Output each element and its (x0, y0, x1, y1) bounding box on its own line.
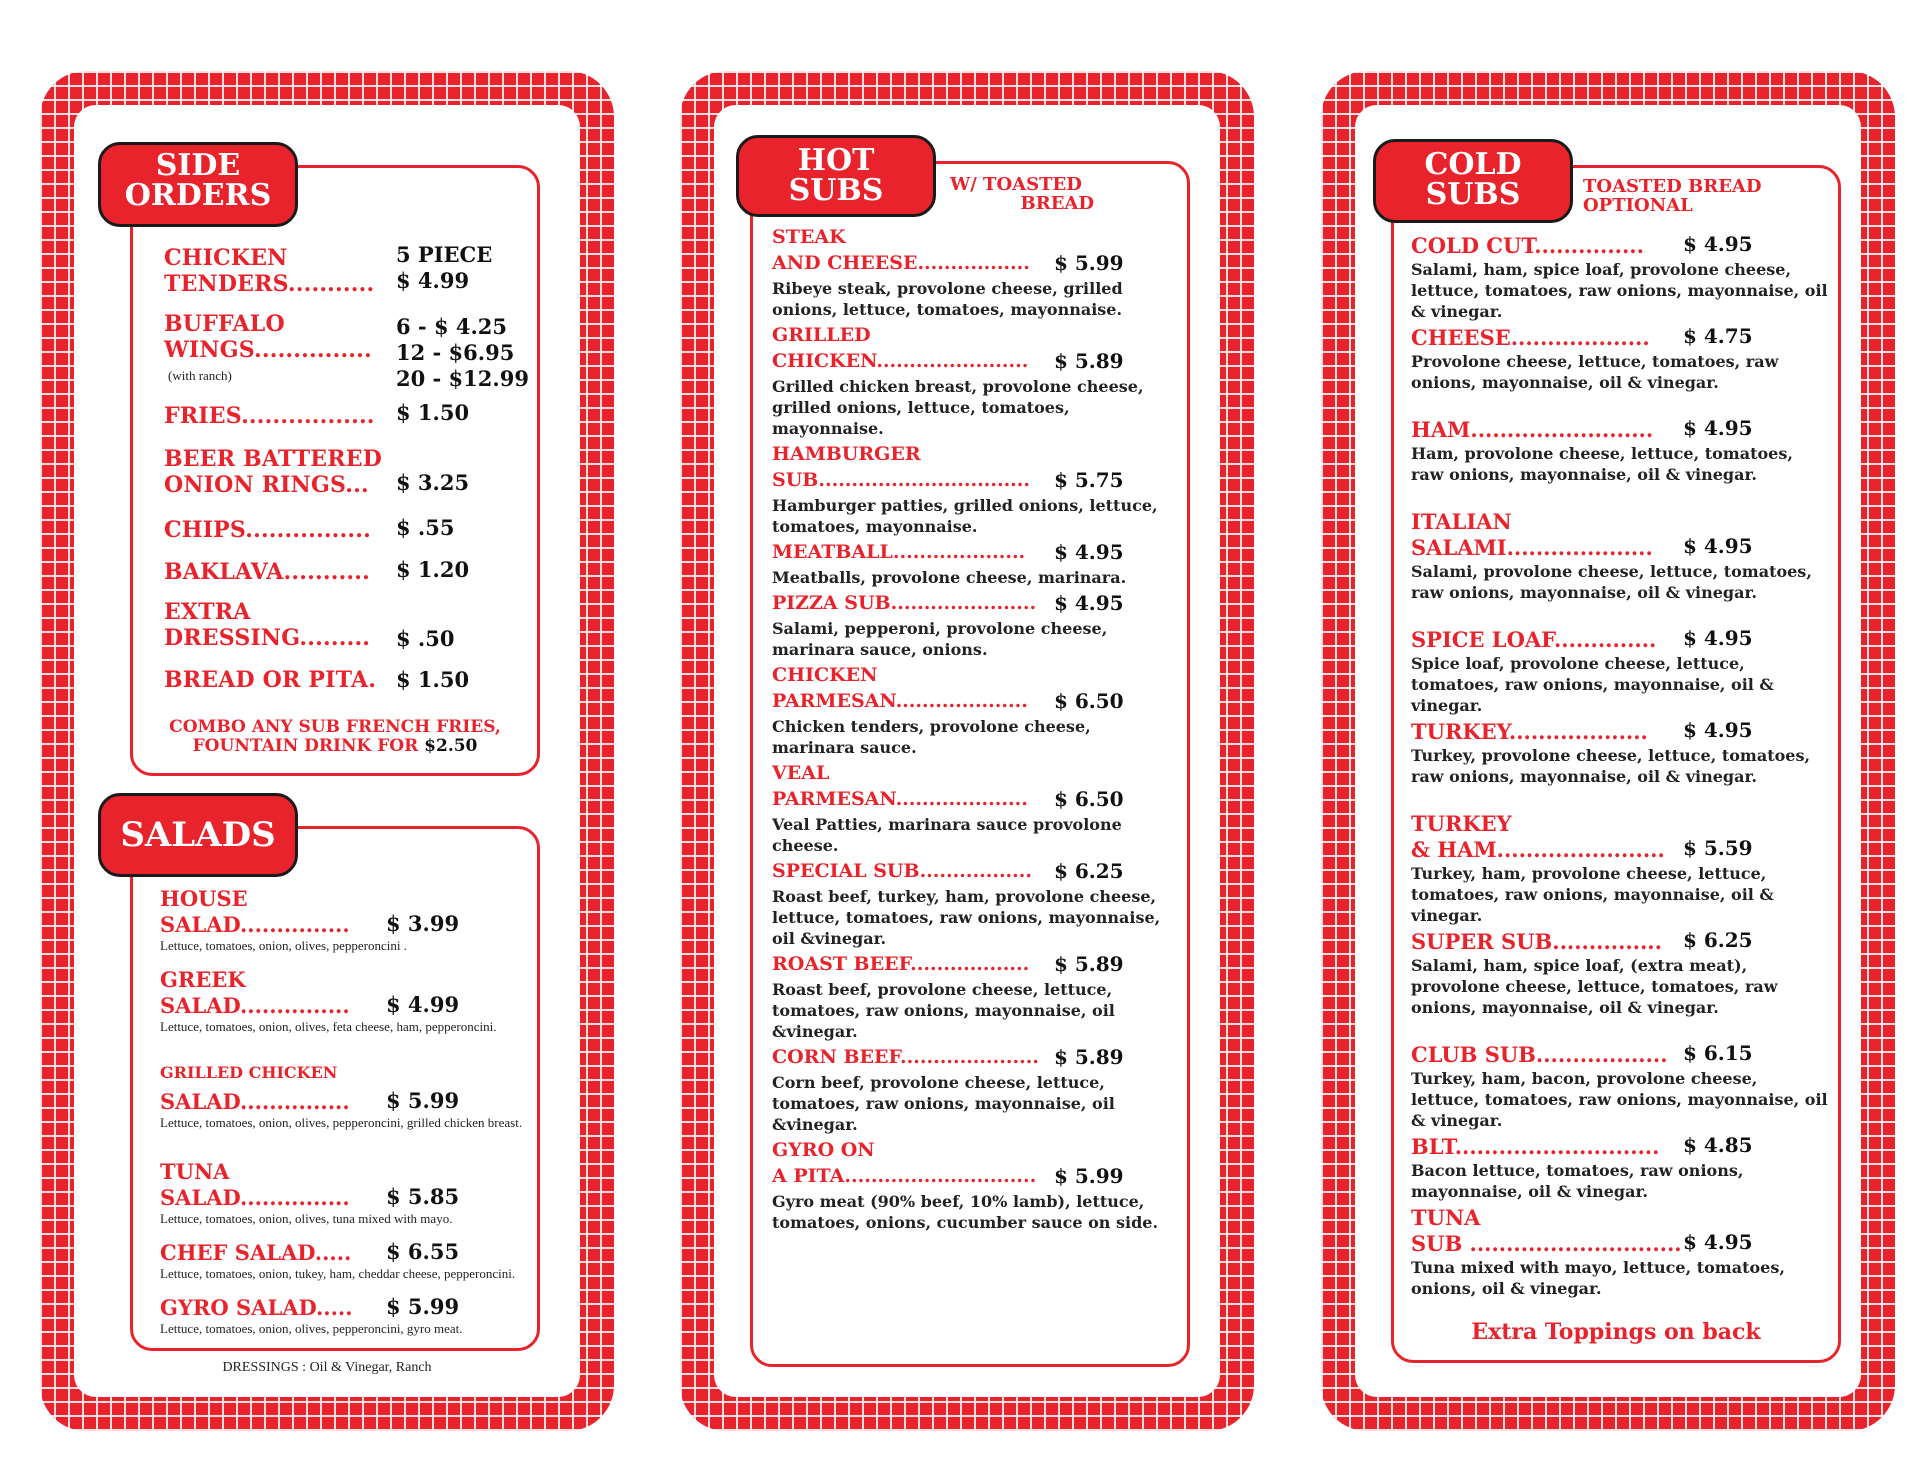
cold-sub-item-price: $ 4.95 (1683, 534, 1753, 558)
cold-sub-item-description: Provolone cheese, lettuce, tomatoes, raw onions, mayonnaise, oil & vinegar. (1411, 352, 1779, 392)
side-item-name: EXTRA (164, 599, 251, 625)
side-item-name: DRESSING......... (164, 625, 371, 651)
salad-item-name: SALAD............... (160, 1089, 350, 1114)
cold-sub-item-price: $ 4.95 (1683, 232, 1753, 256)
cold-sub-item-name: TURKEY (1411, 811, 1512, 836)
salad-item-name: GYRO SALAD..... (160, 1295, 353, 1320)
hot-sub-item-description: Roast beef, provolone cheese, lettuce, tomatoes, raw onions, mayonnaise, oil &vinegar. (772, 980, 1115, 1041)
hot-sub-item-name: SUB................................ (772, 469, 1031, 491)
cold-sub-item-description: Turkey, provolone cheese, lettuce, tomatoes, raw onions, mayonnaise, oil & vinegar. (1411, 746, 1811, 786)
salad-item-price: $ 5.99 (386, 1294, 460, 1319)
salad-item-price: $ 5.99 (386, 1088, 460, 1113)
side-item-price: $ .50 (396, 626, 455, 651)
salad-item-price: $ 5.85 (386, 1184, 460, 1209)
cold-sub-item-description: Spice loaf, provolone cheese, lettuce, tomatoes, raw onions, mayonnaise, oil & vinegar. (1411, 654, 1774, 715)
side-item-price: 5 PIECE (396, 242, 493, 267)
hot-sub-item-price: $ 6.25 (1054, 859, 1124, 883)
hot-sub-item-price: $ 6.50 (1054, 689, 1124, 713)
side-item-price: 12 - $6.95 (396, 340, 515, 365)
cold-subs-title: COLD SUBS (1373, 139, 1573, 223)
salad-item-description: Lettuce, tomatoes, onion, olives, pepperoncini, gyro meat. (160, 1321, 463, 1336)
hot-sub-item-description: Hamburger patties, grilled onions, lettuce, tomatoes, mayonnaise. (772, 496, 1158, 536)
side-item-name: TENDERS........... (164, 271, 375, 297)
hot-sub-item-price: $ 5.99 (1054, 251, 1124, 275)
extra-toppings-note: Extra Toppings on back (1471, 1319, 1761, 1345)
salad-item-description: Lettuce, tomatoes, onion, olives, pepperoncini . (160, 938, 407, 953)
cold-sub-item-name: COLD CUT............... (1411, 233, 1644, 258)
side-item-name: CHICKEN (164, 245, 288, 271)
dressings-note: DRESSINGS : Oil & Vinegar, Ranch (222, 1360, 432, 1375)
hot-sub-item-name: VEAL (772, 762, 830, 784)
hot-sub-item-price: $ 4.95 (1054, 591, 1124, 615)
side-item-price: $ .55 (396, 515, 455, 540)
menu-panel-right (1321, 71, 1895, 1431)
hot-sub-item-name: MEATBALL.................... (772, 541, 1026, 563)
salad-item-description: Lettuce, tomatoes, onion, olives, tuna mixed with mayo. (160, 1211, 453, 1226)
hot-sub-item-name: PARMESAN.................... (772, 690, 1028, 712)
salad-item-name: HOUSE (160, 886, 248, 911)
hot-sub-item-description: Gyro meat (90% beef, 10% lamb), lettuce, tomatoes, onions, cucumber sauce on side. (772, 1192, 1159, 1232)
salad-item-name: SALAD............... (160, 912, 350, 937)
salad-item-price: $ 6.55 (386, 1239, 460, 1264)
side-orders-title: SIDE ORDERS (98, 142, 298, 227)
cold-sub-item-description: Salami, ham, spice loaf, provolone cheese, lettuce, tomatoes, raw onions, mayonnaise, oil & vinegar. (1411, 260, 1828, 321)
cold-sub-item-name: CHEESE................... (1411, 325, 1650, 350)
hot-sub-item-description: Salami, pepperoni, provolone cheese, marinara sauce, onions. (772, 619, 1108, 659)
cold-sub-item-price: $ 5.59 (1683, 836, 1753, 860)
cold-sub-item-description: Salami, ham, spice loaf, (extra meat), provolone cheese, lettuce, tomatoes, raw onions, mayonnaise, oil & vinegar. (1411, 956, 1778, 1017)
cold-sub-item-name: HAM......................... (1411, 417, 1654, 442)
combo-note: COMBO ANY SUB FRENCH FRIES, FOUNTAIN DRINK FOR $2.50 (169, 717, 501, 756)
side-item-name: BAKLAVA........... (164, 559, 371, 585)
hot-sub-item-name: PARMESAN.................... (772, 788, 1028, 810)
cold-sub-item-price: $ 4.95 (1683, 626, 1753, 650)
cold-sub-item-name: TUNA (1411, 1205, 1481, 1230)
hot-sub-item-price: $ 5.75 (1054, 468, 1124, 492)
hot-sub-item-description: Grilled chicken breast, provolone cheese, grilled onions, lettuce, tomatoes, mayonnaise. (772, 377, 1144, 438)
cold-sub-item-name: ITALIAN (1411, 509, 1512, 534)
cold-sub-item-name: SUB ............................. (1411, 1231, 1682, 1256)
hot-sub-item-description: Roast beef, turkey, ham, provolone cheese, lettuce, tomatoes, raw onions, mayonnaise, oil &vinegar. (772, 887, 1161, 948)
salads-title: SALADS (98, 793, 298, 877)
side-item-name: BEER BATTERED (164, 446, 382, 472)
hot-sub-item-description: Veal Patties, marinara sauce provolone cheese. (772, 815, 1122, 855)
cold-subs-subtitle: TOASTED BREAD OPTIONAL (1583, 176, 1762, 216)
hot-sub-item-description: Ribeye steak, provolone cheese, grilled onions, lettuce, tomatoes, mayonnaise. (772, 279, 1123, 319)
cold-sub-item-name: & HAM....................... (1411, 837, 1665, 862)
cold-sub-item-name: BLT............................ (1411, 1134, 1660, 1159)
side-item-price: 6 - $ 4.25 (396, 314, 508, 339)
side-item-name: WINGS............... (164, 337, 372, 363)
salad-item-name: GRILLED CHICKEN (160, 1063, 338, 1082)
cold-sub-item-name: SALAMI.................... (1411, 535, 1653, 560)
hot-sub-item-price: $ 5.89 (1054, 1045, 1124, 1069)
hot-sub-item-name: PIZZA SUB...................... (772, 592, 1037, 614)
salad-item-name: SALAD............... (160, 993, 350, 1018)
hot-sub-item-name: CHICKEN (772, 664, 878, 686)
cold-sub-item-price: $ 4.95 (1683, 416, 1753, 440)
hot-sub-item-price: $ 4.95 (1054, 540, 1124, 564)
hot-sub-item-name: HAMBURGER (772, 443, 921, 465)
cold-sub-item-price: $ 6.25 (1683, 928, 1753, 952)
hot-sub-item-price: $ 6.50 (1054, 787, 1124, 811)
side-item-name: CHIPS................ (164, 517, 371, 543)
menu-panel-left (40, 71, 614, 1431)
cold-sub-item-description: Tuna mixed with mayo, lettuce, tomatoes, onions, oil & vinegar. (1411, 1258, 1785, 1298)
salad-item-price: $ 3.99 (386, 911, 460, 936)
salad-item-description: Lettuce, tomatoes, onion, olives, feta cheese, ham, pepperoncini. (160, 1019, 497, 1034)
hot-sub-item-name: CHICKEN....................... (772, 350, 1029, 372)
cold-sub-item-description: Salami, provolone cheese, lettuce, tomatoes, raw onions, mayonnaise, oil & vinegar. (1411, 562, 1812, 602)
cold-sub-item-name: SPICE LOAF.............. (1411, 627, 1657, 652)
side-item-name: FRIES................. (164, 403, 375, 429)
cold-sub-item-price: $ 4.95 (1683, 1230, 1753, 1254)
salad-item-description: Lettuce, tomatoes, onion, tukey, ham, cheddar cheese, pepperoncini. (160, 1266, 516, 1281)
side-item-name: BUFFALO (164, 311, 285, 337)
hot-sub-item-name: ROAST BEEF.................. (772, 953, 1030, 975)
combo-price: $2.50 (424, 736, 478, 756)
hot-sub-item-description: Chicken tenders, provolone cheese, marinara sauce. (772, 717, 1091, 757)
hot-subs-title: HOT SUBS (736, 135, 936, 217)
hot-sub-item-price: $ 5.99 (1054, 1164, 1124, 1188)
menu-panel-middle (680, 71, 1254, 1431)
cold-sub-item-price: $ 4.95 (1683, 718, 1753, 742)
cold-sub-item-description: Turkey, ham, bacon, provolone cheese, lettuce, tomatoes, raw onions, mayonnaise, oil & vinegar. (1411, 1069, 1828, 1130)
hot-sub-item-description: Meatballs, provolone cheese, marinara. (772, 568, 1127, 587)
cold-sub-item-description: Turkey, ham, provolone cheese, lettuce, tomatoes, raw onions, mayonnaise, oil & vinegar. (1411, 864, 1774, 925)
hot-sub-item-price: $ 5.89 (1054, 349, 1124, 373)
side-item-price: $ 1.50 (396, 400, 470, 425)
cold-sub-item-name: CLUB SUB.................. (1411, 1042, 1668, 1067)
salad-item-price: $ 4.99 (386, 992, 460, 1017)
hot-sub-item-name: GYRO ON (772, 1139, 875, 1161)
hot-sub-item-name: A PITA............................. (772, 1165, 1037, 1187)
salad-item-description: Lettuce, tomatoes, onion, olives, pepperoncini, grilled chicken breast. (160, 1115, 523, 1130)
side-item-price: $ 4.99 (396, 268, 470, 293)
salad-item-name: GREEK (160, 967, 246, 992)
hot-sub-item-name: STEAK (772, 226, 846, 248)
cold-sub-item-name: TURKEY................... (1411, 719, 1648, 744)
hot-sub-item-name: AND CHEESE................. (772, 252, 1030, 274)
hot-sub-item-name: GRILLED (772, 324, 871, 346)
hot-sub-item-name: CORN BEEF..................... (772, 1046, 1039, 1068)
side-item-price: $ 1.20 (396, 557, 470, 582)
side-item-price: $ 1.50 (396, 667, 470, 692)
side-item-name: ONION RINGS... (164, 472, 369, 498)
cold-sub-item-name: SUPER SUB............... (1411, 929, 1662, 954)
cold-sub-item-description: Ham, provolone cheese, lettuce, tomatoes, raw onions, mayonnaise, oil & vinegar. (1411, 444, 1793, 484)
salad-item-name: CHEF SALAD..... (160, 1240, 352, 1265)
side-item-price: $ 3.25 (396, 470, 470, 495)
salad-item-name: SALAD............... (160, 1185, 350, 1210)
cold-sub-item-description: Bacon lettuce, tomatoes, raw onions, mayonnaise, oil & vinegar. (1411, 1161, 1744, 1201)
hot-sub-item-name: SPECIAL SUB................. (772, 860, 1033, 882)
side-item-price: 20 - $12.99 (396, 366, 529, 391)
side-item-note: (with ranch) (168, 368, 232, 383)
hot-sub-item-description: Corn beef, provolone cheese, lettuce, tomatoes, raw onions, mayonnaise, oil &vinegar. (772, 1073, 1115, 1134)
cold-sub-item-price: $ 4.75 (1683, 324, 1753, 348)
hot-subs-subtitle: W/ TOASTED BREAD (950, 174, 1094, 214)
cold-sub-item-price: $ 4.85 (1683, 1133, 1753, 1157)
side-item-name: BREAD OR PITA. (164, 667, 377, 693)
cold-sub-item-price: $ 6.15 (1683, 1041, 1753, 1065)
hot-sub-item-price: $ 5.89 (1054, 952, 1124, 976)
salad-item-name: TUNA (160, 1159, 230, 1184)
